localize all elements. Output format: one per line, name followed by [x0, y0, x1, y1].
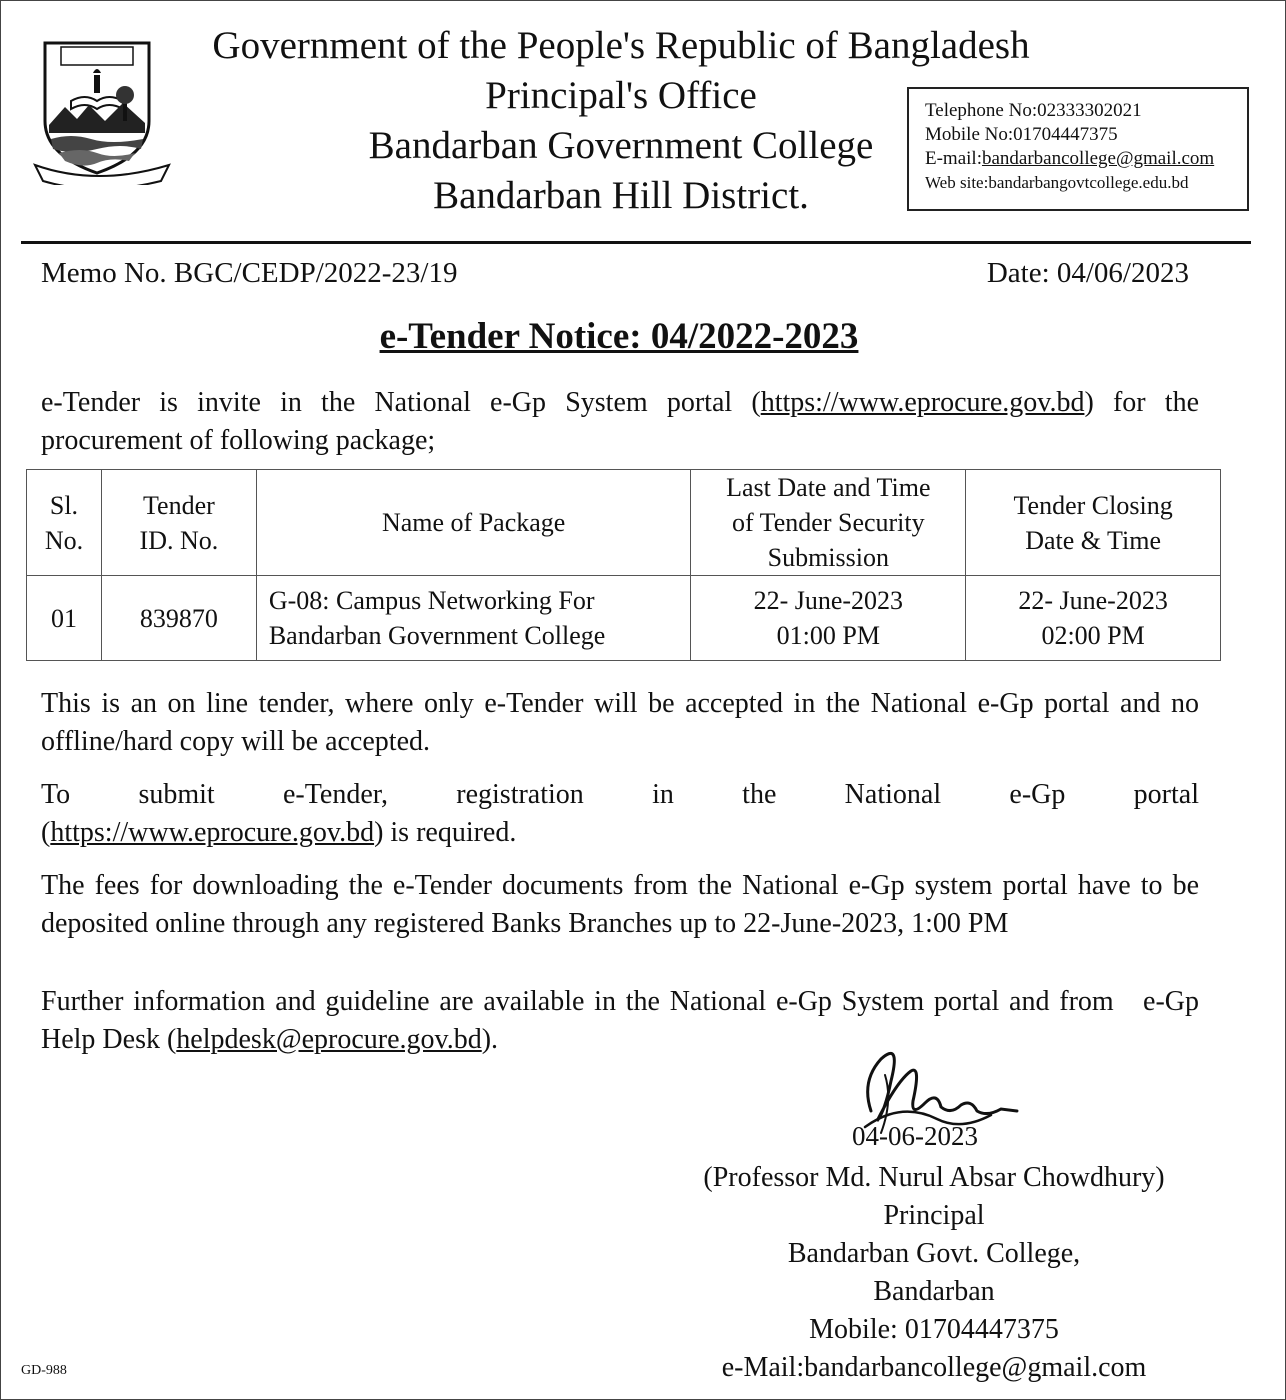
email-link[interactable]: bandarbancollege@gmail.com	[981, 148, 1215, 169]
footer-code: GD-988	[21, 1363, 67, 1378]
registration-paragraph: To submit e-Tender, registration in the National e-Gp portal (https://www.eprocure.gov.bd) is required.	[41, 779, 1199, 848]
notice-title: e-Tender Notice: 04/2022-2023	[379, 316, 859, 357]
header-line-office: Principal's Office	[485, 74, 757, 117]
helpdesk-link[interactable]: helpdesk@eprocure.gov.bd	[176, 1024, 482, 1055]
website-line: Web site:bandarbangovtcollege.edu.bd	[925, 173, 1189, 192]
signatory-block	[667, 1159, 1201, 1387]
mobile-number: 01704447375	[1013, 124, 1118, 145]
tender-table	[26, 469, 1221, 661]
table-row	[27, 576, 1221, 661]
signatory-designation: Principal	[883, 1200, 985, 1231]
header-package: Name of Package	[256, 470, 691, 576]
signatory-name: (Professor Md. Nurul Absar Chowdhury)	[703, 1162, 1165, 1193]
memo-number: Memo No. BGC/CEDP/2022-23/19	[41, 257, 458, 289]
signatory-email: e-Mail:bandarbancollege@gmail.com	[721, 1352, 1147, 1383]
telephone-line: Telephone No:02333302021	[925, 100, 1142, 121]
header-sl: Sl. No.	[27, 470, 102, 576]
cell-tender-id: 839870	[101, 576, 256, 661]
header-divider	[21, 241, 1251, 244]
header-security-date: Last Date and Time of Tender Security Submission	[691, 470, 966, 576]
header-tender-id: Tender ID. No.	[101, 470, 256, 576]
website-link[interactable]: bandarbangovtcollege.edu.bd	[988, 173, 1189, 192]
header-closing-date: Tender Closing Date & Time	[966, 470, 1221, 576]
table-header-row	[27, 470, 1221, 576]
signature-date: 04-06-2023	[852, 1121, 978, 1151]
header-line-district: Bandarban Hill District.	[433, 174, 809, 217]
cell-package: G-08: Campus Networking For Bandarban Government College	[256, 576, 691, 661]
signatory-location: Bandarban	[873, 1276, 995, 1307]
eprocure-link-2[interactable]: https://www.eprocure.gov.bd	[50, 817, 375, 848]
online-tender-paragraph: This is an on line tender, where only e-Tender will be accepted in the National e-Gp portal and no offline/hard copy will be accepted.	[41, 688, 1199, 757]
fees-paragraph: The fees for downloading the e-Tender documents from the National e-Gp system portal have to be deposited online through any registered Banks Branches up to 22-June-2023, 1:00 PM	[41, 870, 1199, 939]
header-line-government: Government of the People's Republic of Bangladesh	[212, 24, 1030, 67]
college-logo	[31, 37, 173, 185]
eprocure-link[interactable]: https://www.eprocure.gov.bd	[760, 387, 1085, 418]
cell-security-date: 22- June-2023 01:00 PM	[691, 576, 966, 661]
telephone-number: 02333302021	[1037, 100, 1142, 121]
cell-closing-date: 22- June-2023 02:00 PM	[966, 576, 1221, 661]
signatory-institution: Bandarban Govt. College,	[787, 1238, 1081, 1269]
email-line: E-mail:bandarbancollege@gmail.com	[925, 148, 1215, 169]
mobile-line: Mobile No:01704447375	[925, 124, 1118, 145]
intro-paragraph: e-Tender is invite in the National e-Gp System portal (https://www.eprocure.gov.bd) for the procurement of following package;	[41, 387, 1199, 456]
cell-sl: 01	[27, 576, 102, 661]
helpdesk-paragraph: Further information and guideline are available in the National e-Gp System portal and from e-Gp Help Desk (helpdesk@eprocure.gov.bd).	[41, 986, 1206, 1055]
memo-date: Date: 04/06/2023	[986, 257, 1189, 289]
header-line-college: Bandarban Government College	[368, 124, 874, 167]
contact-box	[907, 87, 1249, 211]
signatory-mobile: Mobile: 01704447375	[809, 1314, 1059, 1345]
